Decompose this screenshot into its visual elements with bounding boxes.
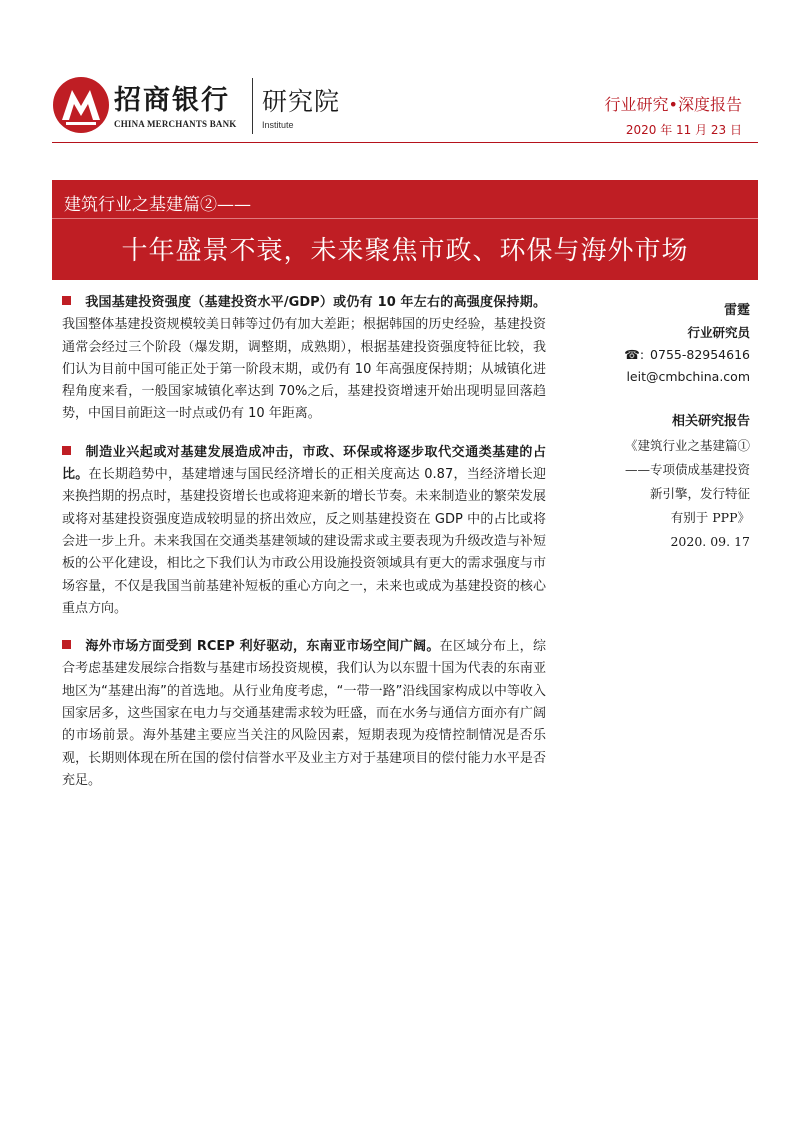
analyst-role: 行业研究员: [687, 325, 750, 340]
bullet-square-icon: [62, 296, 71, 305]
section-lead: 我国基建投资强度（基建投资水平/GDP）或仍有 10 年左右的高强度保持期。: [85, 295, 546, 310]
summary-paragraph: [62, 292, 546, 426]
bullet-square-icon: [62, 446, 71, 455]
bullet-square-icon: [62, 640, 71, 649]
analyst-name: 雷霆: [723, 303, 750, 318]
summary-paragraph: [62, 636, 546, 792]
phone-icon: ☎:: [624, 347, 645, 362]
section-body: 在区域分布上，综合考虑基建发展综合指数与基建市场投资规模，我们认为以东盟十国为代表的东南亚地区为“基建出海”的首选地。从行业角度考虑，“一带一路”沿线国家构成以中等收入国家居多，这些国家在电力与交通基建需求较为旺盛，而在水务与通信方面亦有广阔的市场前景。海外基建主要应当关注的风险因素，短期表现为疫情控制情况是否乐观，长期则体现在所在国的偿付信誉水平及业主方对于基建项目的偿付能力水平是否充足。: [62, 639, 546, 788]
related-reports-title: 相关研究报告: [671, 414, 750, 429]
analyst-sidebar: [560, 300, 750, 554]
summary-body: [62, 292, 546, 808]
related-report-line[interactable]: 新引擎，发行特征: [649, 486, 750, 501]
report-date: 2020 年 11 月 23 日: [625, 123, 742, 137]
related-reports: [560, 410, 750, 554]
cmb-logo-icon: [52, 76, 110, 134]
institute-name-en: Institute: [262, 120, 294, 130]
summary-section: [62, 442, 546, 620]
report-type: 行业研究•深度报告: [604, 95, 742, 114]
brand-name-cn: 招商银行: [114, 85, 230, 116]
institute-name-cn: 研究院: [262, 87, 341, 116]
phone-number: 0755-82954616: [650, 347, 750, 362]
header-divider: [52, 142, 758, 143]
analyst-email[interactable]: leit@cmbchina.com: [626, 369, 750, 384]
brand-divider: [252, 78, 253, 134]
title-banner: [52, 180, 758, 280]
related-report-date: 2020. 09. 17: [670, 534, 750, 549]
banner-divider: [52, 218, 758, 219]
analyst-phone: [560, 344, 750, 366]
report-title: 十年盛景不衰，未来聚焦市政、环保与海外市场: [121, 236, 689, 266]
series-subtitle: 建筑行业之基建篇②——: [64, 195, 251, 215]
related-report-line[interactable]: ——专项债成基建投资: [624, 462, 750, 477]
related-report-line[interactable]: 有别于 PPP》: [670, 510, 750, 525]
brand-name-en: CHINA MERCHANTS BANK: [114, 119, 237, 129]
section-lead: 海外市场方面受到 RCEP 利好驱动，东南亚市场空间广阔。: [85, 639, 440, 655]
summary-paragraph: [62, 442, 546, 620]
section-body: 在长期趋势中，基建增速与国民经济增长的正相关度高达 0.87，当经济增长迎来换挡期的拐点时，基建投资增长也或将迎来新的增长节奏。未来制造业的繁荣发展或将对基建投资强度造成较明显的挤出效应，反之则基建投资在 GDP 中的占比或将会进一步上升。未来我国在交通类基建领域的建设需求或主要表现为升级改造与补短板的公平化建设，相比之下我们认为市政公用设施投资领域具有更大的需求强度与市场容量，不仅是我国当前基建补短板的重心方向之一，未来也或成为基建投资的核心重点方向。: [62, 467, 546, 616]
report-header: [0, 0, 800, 160]
section-body: 我国整体基建投资规模较美日韩等过仍有加大差距；根据韩国的历史经验，基建投资通常会经过三个阶段（爆发期，调整期，成熟期），根据基建投资强度特征比较，我们认为目前中国可能正处于第一阶段末期，或仍有 10 年高强度保持期；从城镇化进程角度来看，一般国家城镇化率达到 70%之后，基建投资增速开始出现明显回落趋势，中国目前距这一时点或仍有 10 年距离。: [62, 317, 546, 422]
related-report-line[interactable]: 《建筑行业之基建篇①: [624, 438, 750, 453]
summary-section: [62, 292, 546, 426]
summary-section: [62, 636, 546, 792]
section-lead: 制造业兴起或对基建发展造成冲击，市政、环保或将逐步取代交通类基建的占比。: [62, 444, 546, 483]
